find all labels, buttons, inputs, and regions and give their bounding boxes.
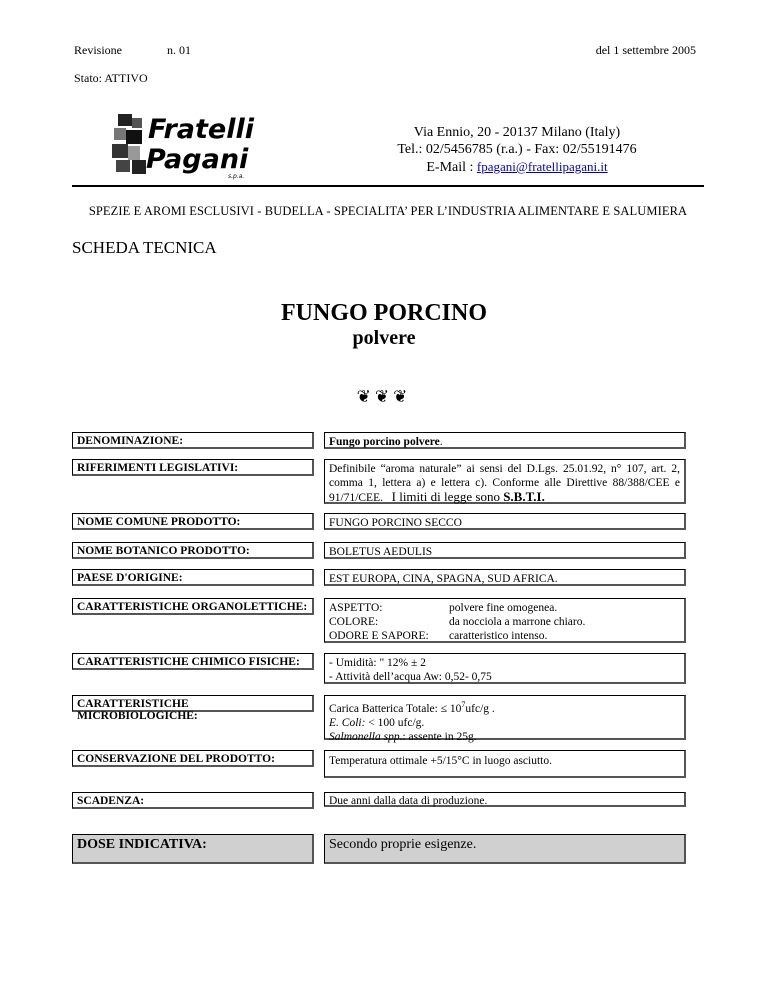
label-organolettiche: CARATTERISTICHE ORGANOLETTICHE:: [72, 598, 314, 615]
aspetto-value: polvere fine omogenea.: [449, 602, 558, 614]
email-link[interactable]: fpagani@fratellipagani.it: [476, 159, 608, 174]
carica-exp: 7: [461, 700, 466, 709]
phone-line: Tel.: 02/5456785 (r.a.) - Fax: 02/55191476: [397, 142, 637, 157]
attivita-acqua-line: - Attività dell’acqua Aw: 0,52- 0,75: [329, 671, 492, 683]
revision-label: Revisione: [74, 43, 122, 57]
umidita-line: - Umidità: " 12% ± 2: [329, 657, 426, 669]
odore-key: ODORE E SAPORE:: [329, 630, 429, 642]
ecoli-line: [329, 716, 680, 730]
company-tagline: SPEZIE E AROMI ESCLUSIVI - BUDELLA - SPECIALITA’ PER L’INDUSTRIA ALIMENTARE E SALUMIERA: [88, 204, 688, 218]
email-label: E-Mail :: [426, 160, 477, 175]
value-dose: Secondo proprie esigenze.: [324, 834, 686, 864]
carica-post: ufc/g .: [465, 702, 495, 715]
value-denominazione: [324, 432, 686, 449]
riferimenti-limits-bold: S.B.T.I.: [503, 489, 545, 504]
value-organolettiche: [324, 598, 686, 643]
salmonella-line: [329, 730, 680, 744]
label-denominazione: DENOMINAZIONE:: [72, 432, 314, 449]
logo-text-2: Pagani: [146, 144, 249, 175]
revision-number: n. 01: [167, 43, 191, 57]
salmonella-name: Salmonella spp: [329, 730, 400, 743]
email-line: [322, 158, 712, 176]
header-divider: [72, 185, 704, 187]
value-chimico: [324, 653, 686, 684]
value-nome-botanico: BOLETUS AEDULIS: [324, 542, 686, 559]
organolettiche-row: [329, 629, 680, 643]
colore-value: da nocciola a marrone chiaro.: [449, 616, 586, 628]
label-riferimenti: RIFERIMENTI LEGISLATIVI:: [72, 459, 314, 476]
value-denominazione-text: Fungo porcino polvere: [329, 436, 440, 448]
ecoli-name: E. Coli:: [329, 716, 366, 729]
company-logo: [110, 108, 262, 180]
organolettiche-row: [329, 601, 680, 615]
riferimenti-text: Definibile “aroma naturale” ai sensi del D.Lgs. 25.01.92, n° 107, art. 2, comma 1, lettera a) e lettera c). Conforme alle Direttive 88/388/CEE e 91/71/CEE.: [329, 463, 680, 504]
revision-date: del 1 settembre 2005: [595, 43, 696, 57]
value-riferimenti: [324, 459, 686, 504]
value-microbiologiche: [324, 695, 686, 743]
carica-batterica-line: [329, 698, 680, 716]
status-text: Stato: ATTIVO: [74, 71, 148, 85]
label-dose: DOSE INDICATIVA:: [72, 834, 314, 864]
aspetto-key: ASPETTO:: [329, 602, 383, 614]
value-nome-comune: FUNGO PORCINO SECCO: [324, 513, 686, 530]
value-paese: EST EUROPA, CINA, SPAGNA, SUD AFRICA.: [324, 569, 686, 586]
label-scadenza: SCADENZA:: [72, 792, 314, 809]
label-microbiologiche: CARATTERISTICHE MICROBIOLOGICHE:: [72, 695, 314, 712]
ornament-icon: ❦❦❦: [356, 387, 412, 406]
company-address-block: [322, 124, 712, 176]
salmonella-value: .: assente in 25g.: [399, 730, 477, 743]
value-denominazione-end: .: [439, 436, 443, 448]
label-nome-botanico: NOME BOTANICO PRODOTTO:: [72, 542, 314, 559]
label-conservazione: CONSERVAZIONE DEL PRODOTTO:: [72, 750, 314, 767]
colore-key: COLORE:: [329, 616, 379, 628]
label-paese: PAESE D'ORIGINE:: [72, 569, 314, 586]
ecoli-value: < 100 ufc/g.: [365, 716, 425, 729]
label-chimico: CARATTERISTICHE CHIMICO FISICHE:: [72, 653, 314, 670]
product-subtitle: polvere: [352, 327, 416, 349]
riferimenti-limits: I limiti di legge sono: [391, 489, 504, 504]
label-nome-comune: NOME COMUNE PRODOTTO:: [72, 513, 314, 530]
organolettiche-row: [329, 615, 680, 629]
value-scadenza: Due anni dalla data di produzione.: [324, 792, 686, 807]
logo-text-1: Fratelli: [148, 114, 254, 145]
address-line: Via Ennio, 20 - 20137 Milano (Italy): [413, 125, 621, 140]
product-title: FUNGO PORCINO: [281, 300, 487, 326]
value-conservazione: Temperatura ottimale +5/15°C in luogo asciutto.: [324, 750, 686, 778]
carica-pre: Carica Batterica Totale: ≤ 10: [329, 702, 462, 715]
logo-suffix: s.p.a.: [228, 173, 245, 180]
doc-heading: SCHEDA TECNICA: [72, 238, 217, 257]
odore-value: caratteristico intenso.: [449, 630, 548, 642]
